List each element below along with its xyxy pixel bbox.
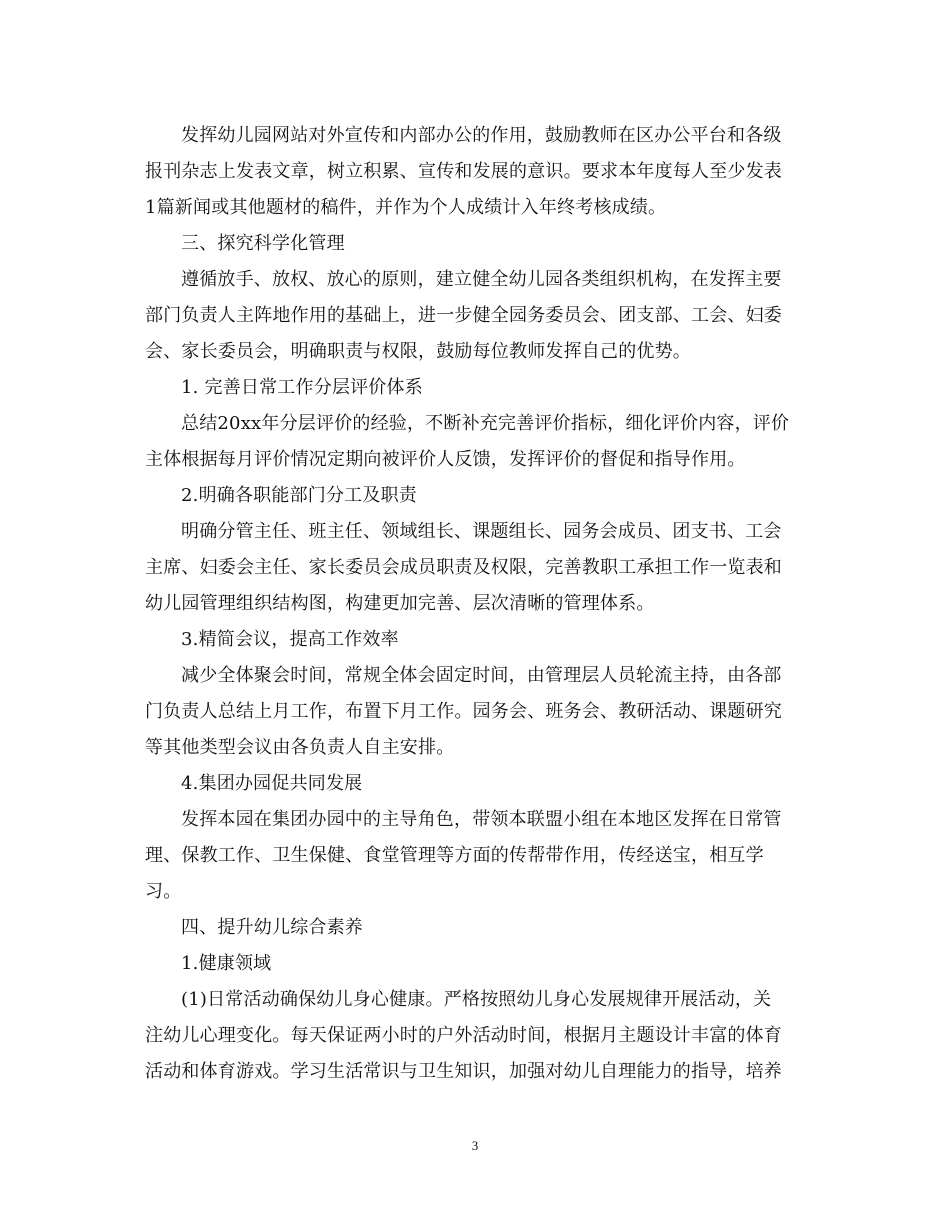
body-line-10: 主体根据每月评价情况定期向被评价人反馈，发挥评价的督促和指导作用。 [145, 449, 746, 470]
body-line-27: 活动和体育游戏。学习生活常识与卫生知识，加强对幼儿自理能力的指导，培养 [145, 1061, 782, 1082]
body-line-22: 习。 [145, 881, 182, 902]
body-line-21: 理、保教工作、卫生保健、食堂管理等方面的传帮带作用，传经送宝，相互学 [145, 845, 764, 866]
body-line-12: 明确分管主任、班主任、领域组长、课题组长、园务会成员、团支书、工会 [181, 521, 782, 542]
body-line-2: 报刊杂志上发表文章，树立积累、宣传和发展的意识。要求本年度每人至少发表 [145, 161, 782, 182]
body-line-20: 发挥本园在集团办园中的主导角色，带领本联盟小组在本地区发挥在日常管 [181, 809, 782, 830]
body-line-5: 遵循放手、放权、放心的原则，建立健全幼儿园各类组织机构，在发挥主要 [181, 269, 782, 290]
body-line-9: 总结20xx年分层评价的经验，不断补充完善评价指标，细化评价内容，评价 [181, 413, 790, 434]
subheading-4: 4.集团办园促共同发展 [181, 773, 363, 794]
body-line-3: 1篇新闻或其他题材的稿件，并作为个人成绩计入年终考核成绩。 [145, 197, 667, 218]
page-number: 3 [471, 1138, 479, 1153]
subheading-health: 1.健康领域 [181, 953, 272, 974]
document-body [145, 118, 805, 1090]
body-line-6: 部门负责人主阵地作用的基础上，进一步健全园务委员会、团支部、工会、妇委 [145, 305, 782, 326]
subheading-2: 2.明确各职能部门分工及职责 [181, 485, 417, 506]
body-line-14: 幼儿园管理组织结构图，构建更加完善、层次清晰的管理体系。 [145, 593, 655, 614]
subheading-1: 1. 完善日常工作分层评价体系 [181, 377, 423, 398]
body-line-26: 注幼儿心理变化。每天保证两小时的户外活动时间，根据月主题设计丰富的体育 [145, 1025, 782, 1046]
section-heading-4: 四、提升幼儿综合素养 [181, 917, 363, 938]
body-line-7: 会、家长委员会，明确职责与权限，鼓励每位教师发挥自己的优势。 [145, 341, 691, 362]
body-line-25: (1)日常活动确保幼儿身心健康。严格按照幼儿身心发展规律开展活动，关 [181, 989, 772, 1010]
body-line-17: 门负责人总结上月工作，布置下月工作。园务会、班务会、教研活动、课题研究 [145, 701, 782, 722]
body-line-16: 减少全体聚会时间，常规全体会固定时间，由管理层人员轮流主持，由各部 [181, 665, 782, 686]
section-heading-3: 三、探究科学化管理 [181, 233, 345, 254]
body-line-13: 主席、妇委会主任、家长委员会成员职责及权限，完善教职工承担工作一览表和 [145, 557, 782, 578]
subheading-3: 3.精简会议，提高工作效率 [181, 629, 399, 650]
body-line-18: 等其他类型会议由各负责人自主安排。 [145, 737, 455, 758]
body-line-1: 发挥幼儿园网站对外宣传和内部办公的作用，鼓励教师在区办公平台和各级 [181, 125, 782, 146]
